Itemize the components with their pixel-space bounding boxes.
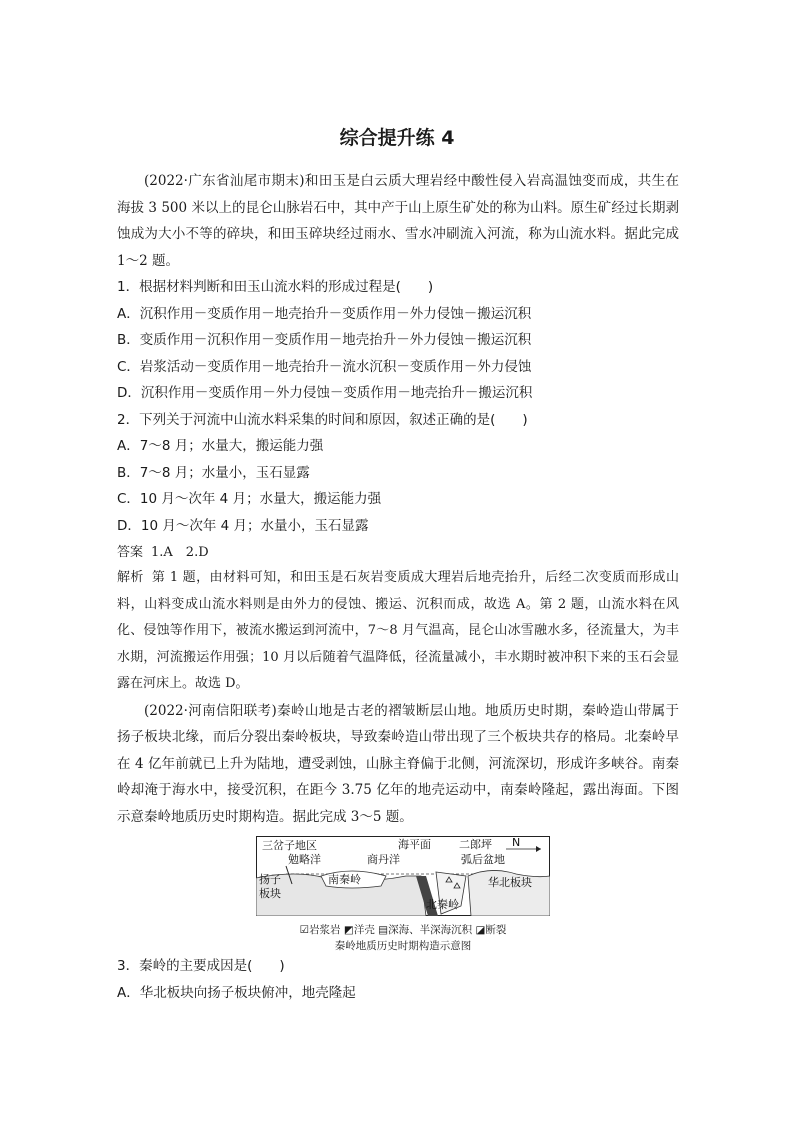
- question-2-stem: 2．下列关于河流中山流水料采集的时间和原因，叙述正确的是( ): [117, 411, 528, 428]
- question-2-option-a: A．7～8 月；水量大，搬运能力强: [117, 438, 324, 454]
- label-mianlue: 勉略洋: [288, 853, 321, 866]
- document-body: [117, 168, 679, 1006]
- question-1-option-b: B．变质作用－沉积作用－变质作用－地壳抬升－外力侵蚀－搬运沉积: [117, 332, 532, 348]
- legend-magmatic-icon: ☑: [299, 924, 310, 936]
- label-north: N: [512, 836, 521, 849]
- answer-label: 答案: [117, 545, 144, 560]
- label-shangdan: 商丹洋: [367, 853, 400, 866]
- legend-sediment-icon: ▤: [378, 924, 389, 936]
- question-1-option-c: C．岩浆活动－变质作用－地壳抬升－流水沉积－变质作用－外力侵蚀: [117, 358, 532, 375]
- qinling-structure-diagram: [256, 836, 550, 916]
- label-sanchazi: 三岔子地区: [262, 839, 317, 852]
- explanation-label: 解析: [117, 570, 144, 585]
- question-2-option-b: B．7～8 月；水量小，玉石显露: [117, 464, 310, 481]
- question-3-option-a: A．华北板块向扬子板块俯冲，地壳隆起: [117, 984, 356, 1001]
- label-erlangping: 二郎坪: [459, 838, 492, 851]
- question-2: [117, 407, 679, 540]
- intro-passage-2: (2022·河南信阳联考)秦岭山地是古老的褶皱断层山地。地质历史时期，秦岭造山带属于扬子板块北缘，而后分裂出秦岭板块，导致秦岭造山带出现了三个板块共存的格局。北秦岭早在 4 亿年前就已上升为陆地，遭受剥蚀，山脉主脊偏于北侧，河流深切，形成许多峡谷。南秦岭却淹于海水中，接受沉积，在距今 3.75 亿年的地壳运动中，南秦岭隆起，露出海面。下图示意秦岭地质历史时期构造。据此完成 3～5 题。: [117, 702, 679, 825]
- explanation: [117, 565, 679, 698]
- label-south-qinling: 南秦岭: [328, 873, 361, 886]
- legend-item-sediment: 深海、半深海沉积: [388, 924, 473, 936]
- answer-text: 1.A 2.D: [151, 545, 209, 560]
- legend-item-magmatic: 岩浆岩: [309, 924, 341, 936]
- question-1-option-a: A．沉积作用－变质作用－地壳抬升－变质作用－外力侵蚀－搬运沉积: [117, 305, 532, 322]
- legend-item-ocean: 洋壳: [353, 924, 375, 936]
- label-sea-level: 海平面: [398, 838, 431, 851]
- answer-line: [117, 541, 679, 565]
- question-3-stem: 3．秦岭的主要成因是( ): [117, 958, 285, 974]
- label-yangtze-2: 板块: [259, 887, 281, 900]
- question-2-option-d: D．10 月～次年 4 月；水量小，玉石显露: [117, 517, 369, 534]
- question-2-option-c: C．10 月～次年 4 月；水量大，搬运能力强: [117, 491, 382, 507]
- legend-item-fault: 断裂: [485, 924, 507, 936]
- qinling-figure: [256, 836, 550, 953]
- intro-passage-1: (2022·广东省汕尾市期末)和田玉是白云质大理岩经中酸性侵入岩高温蚀变而成，共生在海拔 3 500 米以上的昆仑山脉岩石中，其中产于山上原生矿处的称为山料。原生矿经过长期剥蚀成为大小不等的碎块，和田玉碎块经过雨水、雪水冲刷流入河流，称为山流水料。据此完成 1～2 题。: [117, 173, 679, 269]
- figure-legend: [256, 922, 550, 937]
- explanation-text: 第 1 题，由材料可知，和田玉是石灰岩变质成大理岩后地壳抬升，后经二次变质而形成山料，山料变成山流水料则是由外力的侵蚀、搬运、沉积而成，故选 A。第 2 题，山流水料在风化、侵蚀等作用下，被流水搬运到河流中，7～8 月气温高，昆仑山冰雪融水多，径流量大，为丰水期，河流搬运作用强；10 月以后随着气温降低，径流量减小，丰水期时被冲积下来的玉石会显露在河床上。故选 D。: [117, 570, 679, 691]
- label-north-qinling: 北秦岭: [426, 898, 459, 911]
- figure-caption: 秦岭地质历史时期构造示意图: [334, 940, 472, 952]
- question-1-stem: 1．根据材料判断和田玉山流水料的形成过程是( ): [117, 279, 434, 295]
- label-north-china-plate: 华北板块: [488, 876, 532, 889]
- legend-ocean-icon: ◩: [343, 924, 354, 936]
- label-hubasin: 弧后盆地: [461, 853, 505, 866]
- label-yangtze-1: 扬子: [259, 873, 281, 886]
- question-1: [117, 274, 679, 407]
- question-1-option-d: D．沉积作用－变质作用－外力侵蚀－变质作用－地壳抬升－搬运沉积: [117, 385, 533, 401]
- legend-fault-icon: ◪: [475, 924, 486, 936]
- question-3: [117, 953, 679, 1006]
- page-title: 综合提升练 4: [339, 127, 455, 149]
